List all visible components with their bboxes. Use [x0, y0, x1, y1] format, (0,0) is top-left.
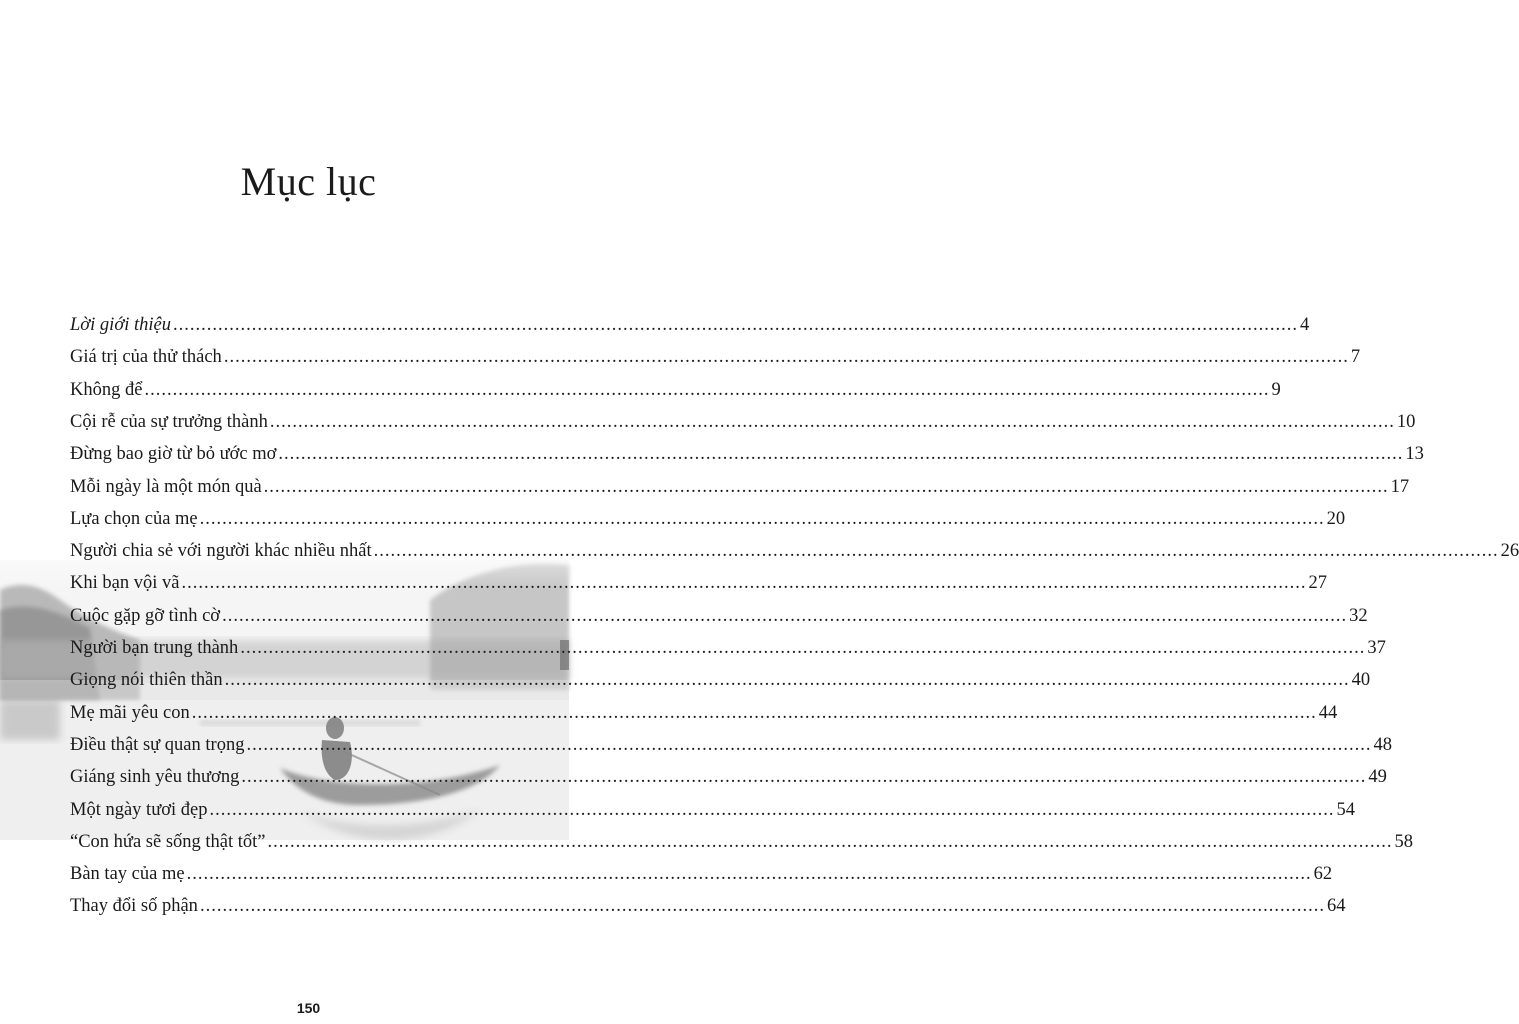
toc-entry-title: Thay đổi số phận — [70, 896, 198, 917]
toc-entry-title: Người bạn trung thành — [70, 638, 239, 658]
toc-entry-title: Không để — [70, 379, 143, 400]
toc-entry-title: Người chia sẻ với người khác nhiều nhất — [70, 541, 372, 562]
toc-entry — [70, 828, 1414, 856]
toc-entry — [70, 376, 1281, 404]
toc-entry-page: 40 — [1351, 670, 1371, 691]
toc-entry-page: 37 — [1367, 638, 1386, 658]
toc-entry — [70, 731, 1392, 759]
toc-leader-dots: ........................................................................................................................................................................................................ — [246, 734, 1372, 755]
toc-entry-page: 26 — [1500, 541, 1519, 562]
toc-entry-page: 7 — [1350, 347, 1361, 368]
toc-entry-title: Khi bạn vội vã — [70, 573, 180, 594]
toc-leader-dots: ........................................................................................................................................................................................................ — [267, 831, 1393, 852]
page-number: 150 — [296, 1000, 321, 1016]
toc-entry-title: “Con hứa sẽ sống thật tốt” — [70, 831, 266, 852]
toc-entry-page: 64 — [1326, 896, 1346, 917]
toc-entry-page: 27 — [1308, 573, 1327, 594]
toc-entry-title: Điều thật sự quan trọng — [70, 734, 245, 755]
toc-entry — [70, 699, 1338, 727]
toc-entry-title: Một ngày tươi đẹp — [70, 799, 208, 820]
toc-entry-page: 44 — [1318, 702, 1338, 723]
toc-entry-page: 13 — [1405, 444, 1424, 465]
toc-entry-page: 9 — [1271, 379, 1281, 400]
toc-entry — [70, 569, 1327, 597]
toc-entry-title: Lựa chọn của mẹ — [70, 508, 198, 529]
toc-entry — [70, 537, 1519, 565]
toc-entry — [70, 666, 1371, 694]
toc-leader-dots: ........................................................................................................................................................................................................ — [241, 767, 1367, 788]
toc-leader-dots: ........................................................................................................................................................................................................ — [209, 799, 1335, 820]
toc-leader-dots: ........................................................................................................................................................................................................ — [181, 573, 1307, 594]
toc-leader-dots: ........................................................................................................................................................................................................ — [269, 411, 1395, 432]
toc-leader-dots: ........................................................................................................................................................................................................ — [144, 379, 1270, 400]
toc-entry — [70, 634, 1386, 662]
toc-entry-title: Giọng nói thiên thần — [70, 670, 223, 691]
toc-leader-dots: ........................................................................................................................................................................................................ — [373, 541, 1499, 562]
toc-entry-page: 10 — [1396, 411, 1416, 432]
toc-entry-title: Giá trị của thử thách — [70, 347, 222, 368]
toc-leader-dots: ........................................................................................................................................................................................................ — [263, 476, 1389, 497]
toc-entry-title: Bàn tay của mẹ — [70, 864, 185, 885]
toc-entry — [70, 408, 1416, 436]
toc-entry — [70, 505, 1346, 533]
toc-entry — [70, 763, 1387, 791]
toc-leader-dots: ........................................................................................................................................................................................................ — [199, 896, 1325, 917]
toc-leader-dots: ........................................................................................................................................................................................................ — [224, 670, 1350, 691]
toc-entry — [70, 311, 1310, 339]
toc-entry — [70, 892, 1346, 920]
toc-leader-dots: ........................................................................................................................................................................................................ — [223, 347, 1349, 368]
toc-leader-dots: ........................................................................................................................................................................................................ — [278, 444, 1404, 465]
toc-entry-title: Lời giới thiệu — [70, 315, 171, 335]
toc-entry-page: 4 — [1299, 315, 1310, 335]
toc-leader-dots: ........................................................................................................................................................................................................ — [172, 315, 1298, 335]
toc-entry — [70, 343, 1361, 371]
toc-entry-title: Đừng bao giờ từ bỏ ước mơ — [70, 444, 277, 465]
toc-entry-title: Mỗi ngày là một món quà — [70, 476, 262, 497]
toc-entry — [70, 602, 1368, 630]
toc-entry — [70, 860, 1333, 888]
toc-entry-page: 48 — [1373, 734, 1392, 755]
toc-leader-dots: ........................................................................................................................................................................................................ — [199, 508, 1325, 529]
toc-entry-title: Mẹ mãi yêu con — [70, 702, 190, 723]
toc-leader-dots: ........................................................................................................................................................................................................ — [222, 605, 1348, 626]
toc-entry-title: Cội rễ của sự trưởng thành — [70, 411, 268, 432]
toc-entry-page: 58 — [1394, 831, 1414, 852]
toc-entry — [70, 440, 1424, 468]
toc-entry-title: Giáng sinh yêu thương — [70, 767, 240, 788]
toc-entry-page: 32 — [1349, 605, 1368, 626]
toc-leader-dots: ........................................................................................................................................................................................................ — [186, 864, 1312, 885]
toc-entry — [70, 473, 1410, 501]
page-title: Mục lục — [240, 159, 377, 204]
toc-entry-page: 20 — [1326, 508, 1346, 529]
toc-entry-page: 54 — [1336, 799, 1355, 820]
toc-leader-dots: ........................................................................................................................................................................................................ — [240, 638, 1366, 658]
toc-entry-page: 62 — [1313, 864, 1333, 885]
toc-entry-title: Cuộc gặp gỡ tình cờ — [70, 605, 221, 626]
toc-entry-page: 17 — [1390, 476, 1410, 497]
toc-entry — [70, 796, 1355, 824]
toc-leader-dots: ........................................................................................................................................................................................................ — [191, 702, 1317, 723]
toc-entry-page: 49 — [1368, 767, 1387, 788]
